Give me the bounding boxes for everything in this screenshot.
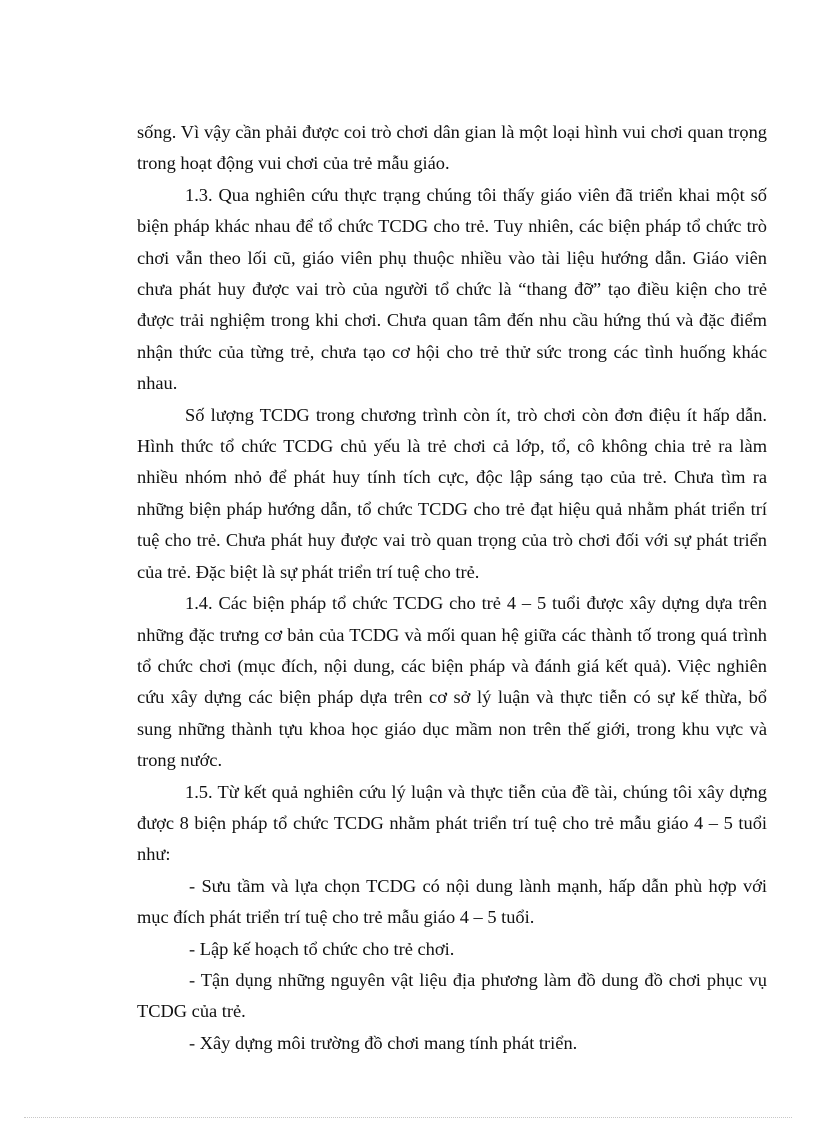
paragraph-1-4: 1.4. Các biện pháp tổ chức TCDG cho trẻ 4 – 5 tuổi được xây dựng dựa trên những đặc trưng cơ bản của TCDG và mối quan hệ giữa các thành tố trong quá trình tổ chức chơi (mục đích, nội dung, các biện pháp và đánh giá kết quả). Việc nghiên cứu xây dựng các biện pháp dựa trên cơ sở lý luận và thực tiễn có sự kế thừa, bổ sung những thành tựu khoa học giáo dục mầm non trên thế giới, trong khu vực và trong nước. [137,593,767,771]
list-item-environment: - Xây dựng môi trường đồ chơi mang tính phát triển. [189,1032,578,1053]
paragraph-continuation: sống. Vì vậy cần phải được coi trò chơi dân gian là một loại hình vui chơi quan trọng trong hoạt động vui chơi của trẻ mẫu giáo. [137,122,767,174]
list-item-local-materials: - Tận dụng những nguyên vật liệu địa phương làm đồ dung đồ chơi phục vụ TCDG của trẻ. [137,969,767,1022]
footer-divider [24,1117,792,1118]
document-body [137,117,767,1059]
list-item-plan: - Lập kế hoạch tổ chức cho trẻ chơi. [189,938,455,959]
paragraph-tcdg-limitations: Số lượng TCDG trong chương trình còn ít, trò chơi còn đơn điệu ít hấp dẫn. Hình thức tổ chức TCDG chủ yếu là trẻ chơi cả lớp, tổ, cô không chia trẻ ra làm nhiều nhóm nhỏ để phát huy tính tích cực, độc lập sáng tạo của trẻ. Chưa tìm ra những biện pháp hướng dẫn, tổ chức TCDG cho trẻ đạt hiệu quả nhằm phát triển trí tuệ cho trẻ. Chưa phát huy được vai trò quan trọng của trò chơi đối với sự phát triển của trẻ. Đặc biệt là sự phát triển trí tuệ cho trẻ. [137,404,767,582]
list-item-collect-games: - Sưu tầm và lựa chọn TCDG có nội dung lành mạnh, hấp dẫn phù hợp với mục đích phát triển trí tuệ cho trẻ mẫu giáo 4 – 5 tuổi. [137,875,767,928]
paragraph-1-5: 1.5. Từ kết quả nghiên cứu lý luận và thực tiễn của đề tài, chúng tôi xây dựng được 8 biện pháp tổ chức TCDG nhằm phát triển trí tuệ cho trẻ mẫu giáo 4 – 5 tuổi như: [137,781,767,865]
paragraph-1-3: 1.3. Qua nghiên cứu thực trạng chúng tôi thấy giáo viên đã triển khai một số biện pháp khác nhau để tổ chức TCDG cho trẻ. Tuy nhiên, các biện pháp tổ chức trò chơi vẫn theo lối cũ, giáo viên phụ thuộc nhiều vào tài liệu hướng dẫn. Giáo viên chưa phát huy được vai trò của người tổ chức là “thang đỡ” tạo điều kiện cho trẻ được trải nghiệm trong khi chơi. Chưa quan tâm đến nhu cầu hứng thú và đặc điểm nhận thức của từng trẻ, chưa tạo cơ hội cho trẻ thử sức trong các tình huống khác nhau. [137,184,767,394]
